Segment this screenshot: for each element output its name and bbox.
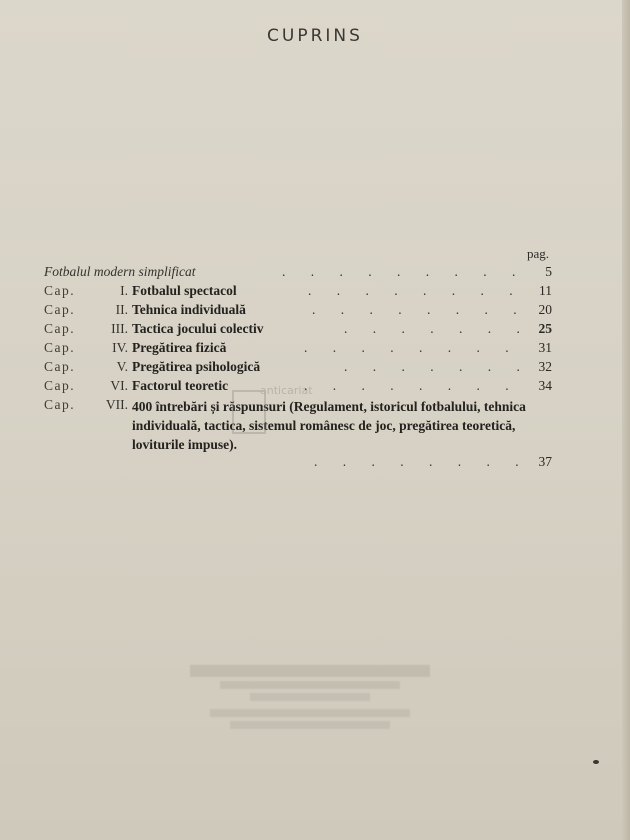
chapter-number: V. <box>116 359 128 374</box>
toc-leader-dots: . . . . . . . . <box>314 454 530 469</box>
chapter-page: 37 <box>538 454 552 469</box>
toc-intro-title: Fotbalul modern simplificat <box>44 264 196 279</box>
toc-leader-dots: . . . . . . . . <box>304 340 520 355</box>
toc-row-intro <box>44 264 564 283</box>
chapter-abbrev: Cap. <box>44 397 76 412</box>
chapter-abbrev: Cap. <box>44 302 76 317</box>
chapter-page: 32 <box>538 359 552 374</box>
toc-row-chapter-1 <box>44 283 564 302</box>
chapter-abbrev: Cap. <box>44 359 76 374</box>
chapter-number: III. <box>111 321 128 336</box>
toc-leader-dots: . . . . . . . <box>344 321 531 336</box>
chapter-title: Pregătirea fizică <box>132 340 227 355</box>
page-edge <box>622 0 630 840</box>
chapter-abbrev: Cap. <box>44 321 76 336</box>
chapter-abbrev: Cap. <box>44 340 76 355</box>
faded-imprint <box>180 665 440 729</box>
chapter-number: VII. <box>105 397 128 412</box>
chapter-title: Factorul teoretic <box>132 378 229 393</box>
chapter-page: 11 <box>539 283 552 298</box>
chapter-title: Tactica jocului colectiv <box>132 321 264 336</box>
page-column-label: pag. <box>527 246 550 261</box>
chapter-page: 34 <box>538 378 552 393</box>
watermark-logo <box>232 384 372 454</box>
page-title: CUPRINS <box>267 26 363 46</box>
chapter-number: I. <box>120 283 128 298</box>
chapter-number: II. <box>115 302 128 317</box>
watermark-text: anticariat <box>260 384 313 397</box>
chapter-abbrev: Cap. <box>44 378 76 393</box>
toc-intro-page: 5 <box>545 264 552 279</box>
chapter-abbrev: Cap. <box>44 283 76 298</box>
toc-leader-dots: . . . . . . . <box>344 359 531 374</box>
chapter-page: 25 <box>538 321 552 336</box>
toc-leader-dots: . . . . . . . . <box>312 302 528 317</box>
toc-leader-dots: . . . . . . . . <box>304 378 520 393</box>
chapter-title: Fotbalul spectacol <box>132 283 237 298</box>
toc-leader-dots: . . . . . . . . <box>308 283 524 298</box>
toc-row-chapter-3 <box>44 321 564 340</box>
ink-spot <box>593 760 599 764</box>
chapter-title: Tehnica individuală <box>132 302 246 317</box>
toc-row-chapter-4 <box>44 340 564 359</box>
chapter-number: VI. <box>110 378 128 393</box>
chapter-page: 31 <box>538 340 552 355</box>
toc-leader-dots: . . . . . . . . . <box>282 264 527 279</box>
chapter-title: Pregătirea psihologică <box>132 359 261 374</box>
chapter-number: IV. <box>112 340 128 355</box>
toc-row-chapter-2 <box>44 302 564 321</box>
toc-row-chapter-5 <box>44 359 564 378</box>
chapter-page: 20 <box>538 302 552 317</box>
chapter-title: 400 întrebări și răspunsuri (Regulament, istoricul fotbalului, tehnica individuală, tactica, sistemul românesc de joc, pregătirea teoretică, loviturile impuse). <box>132 399 526 452</box>
